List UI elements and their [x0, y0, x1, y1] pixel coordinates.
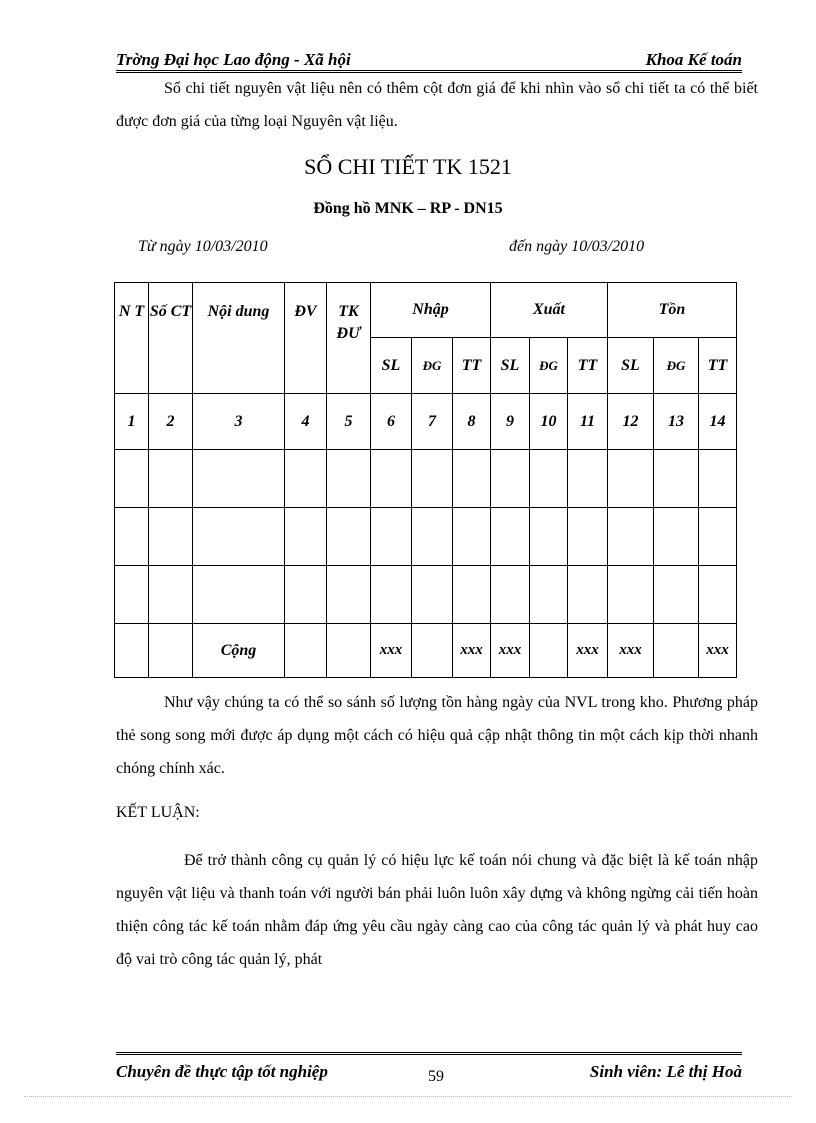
nhap-dg-header: ĐG: [412, 338, 453, 394]
intro-paragraph: Sổ chi tiết nguyên vật liệu nên có thêm cột đơn giá để khi nhìn vào sổ chi tiết ta có thể biết được đơn giá của từng loại Nguyên vật liệu.: [116, 80, 758, 130]
column-number: 2: [149, 394, 193, 450]
column-number: 4: [285, 394, 327, 450]
group-xuat-header: Xuất: [491, 283, 608, 338]
ton-sl-header: SL: [608, 338, 654, 394]
header-school: Trờng Đại học Lao động - Xã hội: [116, 50, 351, 69]
total-nhap-sl: xxx: [371, 624, 412, 678]
empty-row: [115, 450, 737, 508]
column-number: 8: [453, 394, 491, 450]
ledger-table: [114, 282, 737, 678]
total-xuat-sl: xxx: [491, 624, 530, 678]
ledger-subtitle: Đồng hồ MNK – RP - DN15: [313, 200, 503, 217]
total-ton-tt: xxx: [699, 624, 737, 678]
column-number: 6: [371, 394, 412, 450]
page-header: [116, 50, 742, 72]
empty-row: [115, 566, 737, 624]
page-number: 59: [428, 1068, 444, 1085]
page-break-line: [24, 1096, 792, 1097]
ton-tt-header: TT: [699, 338, 737, 394]
nhap-tt-header: TT: [453, 338, 491, 394]
total-label: Cộng: [193, 624, 285, 678]
comparison-paragraph: Như vậy chúng ta có thể so sánh số lượng tồn hàng ngày của NVL trong kho. Phương pháp thẻ song song mới được áp dụng một cách có hiệu quả cập nhật thông tin một cách kịp thời nhanh chóng chính xác.: [116, 694, 758, 777]
group-ton-header: Tồn: [608, 283, 737, 338]
total-xuat-tt: xxx: [568, 624, 608, 678]
conclusion-heading: KẾT LUẬN:: [116, 804, 200, 821]
group-nhap-header: Nhập: [371, 283, 491, 338]
footer-report-type: Chuyên đề thực tập tốt nghiệp: [116, 1062, 328, 1081]
total-ton-sl: xxx: [608, 624, 654, 678]
empty-row: [115, 508, 737, 566]
column-number: 13: [654, 394, 699, 450]
col-so-ct-header: Số CT: [149, 283, 193, 394]
column-number-row: [115, 394, 737, 450]
col-nt-header: N T: [115, 283, 149, 394]
footer-student: Sinh viên: Lê thị Hoà: [589, 1062, 742, 1081]
footer-rule: [116, 1052, 742, 1055]
column-number: 14: [699, 394, 737, 450]
xuat-tt-header: TT: [568, 338, 608, 394]
column-number: 12: [608, 394, 654, 450]
from-date: Từ ngày 10/03/2010: [138, 238, 268, 255]
ton-dg-header: ĐG: [654, 338, 699, 394]
conclusion-paragraph: Để trở thành công cụ quản lý có hiệu lực kế toán nói chung và đặc biệt là kế toán nhập nguyên vật liệu và thanh toán với người bán phải luôn luôn xây dựng và không ngừng cải tiến hoàn thiện công tác kế toán nhằm đáp ứng yêu cầu ngày càng cao của công tác quản lý và phát huy cao độ vai trò công tác quản lý, phát: [116, 852, 758, 968]
col-noi-dung-header: Nội dung: [193, 283, 285, 394]
total-row: [115, 624, 737, 678]
column-number: 3: [193, 394, 285, 450]
ledger-title: SỔ CHI TIẾT TK 1521: [304, 154, 512, 179]
column-number: 7: [412, 394, 453, 450]
col-tk-du-header: TK ĐƯ: [327, 283, 371, 394]
col-dv-header: ĐV: [285, 283, 327, 394]
column-number: 11: [568, 394, 608, 450]
total-nhap-tt: xxx: [453, 624, 491, 678]
column-number: 10: [530, 394, 568, 450]
xuat-dg-header: ĐG: [530, 338, 568, 394]
column-number: 9: [491, 394, 530, 450]
xuat-sl-header: SL: [491, 338, 530, 394]
to-date: đến ngày 10/03/2010: [509, 238, 645, 255]
nhap-sl-header: SL: [371, 338, 412, 394]
header-department: Khoa Kế toán: [645, 50, 742, 69]
column-number: 5: [327, 394, 371, 450]
column-number: 1: [115, 394, 149, 450]
